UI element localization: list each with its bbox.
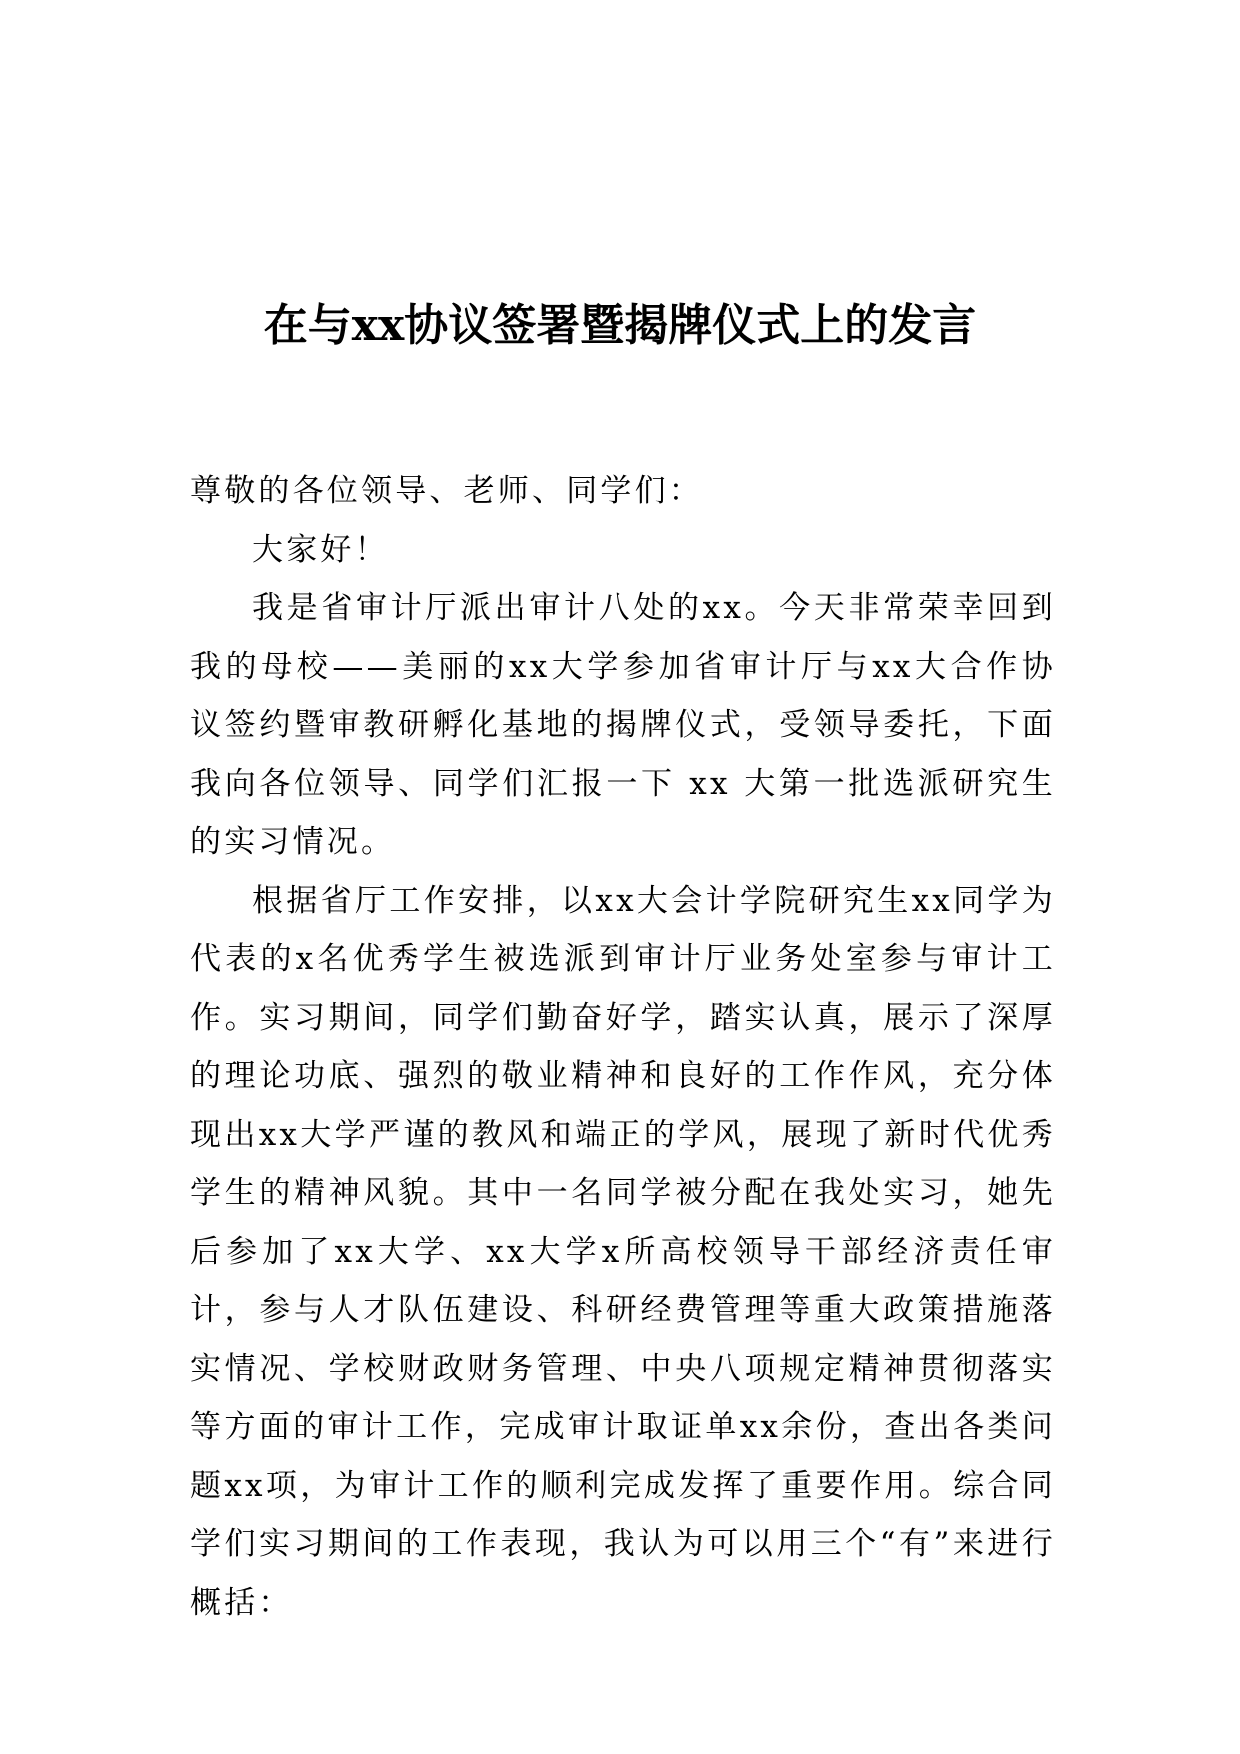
paragraph-1: 我是省审计厅派出审计八处的xx。今天非常荣幸回到我的母校——美丽的xx大学参加省审计厅与xx大合作协议签约暨审教研孵化基地的揭牌仪式，受领导委托，下面我向各位领导、同学们汇报一下 xx 大第一批选派研究生的实习情况。 [190, 590, 1056, 860]
document-title: 在与xx协议签署暨揭牌仪式上的发言 [263, 300, 977, 351]
paragraph-2: 根据省厅工作安排，以xx大会计学院研究生xx同学为代表的x名优秀学生被选派到审计厅业务处室参与审计工作。实习期间，同学们勤奋好学，踏实认真，展示了深厚的理论功底、强烈的敬业精神和良好的工作作风，充分体现出xx大学严谨的教风和端正的学风，展现了新时代优秀学生的精神风貌。其中一名同学被分配在我处实习，她先后参加了xx大学、xx大学x所高校领导干部经济责任审计，参与人才队伍建设、科研经费管理等重大政策措施落实情况、学校财政财务管理、中央八项规定精神贯彻落实等方面的审计工作，完成审计取证单xx余份，查出各类问题xx项，为审计工作的顺利完成发挥了重要作用。综合同学们实习期间的工作表现，我认为可以用三个“有”来进行概括： [190, 882, 1056, 1621]
salutation: 尊敬的各位领导、老师、同学们： [190, 473, 703, 509]
greeting: 大家好！ [252, 531, 389, 568]
document-body [190, 462, 1056, 1632]
